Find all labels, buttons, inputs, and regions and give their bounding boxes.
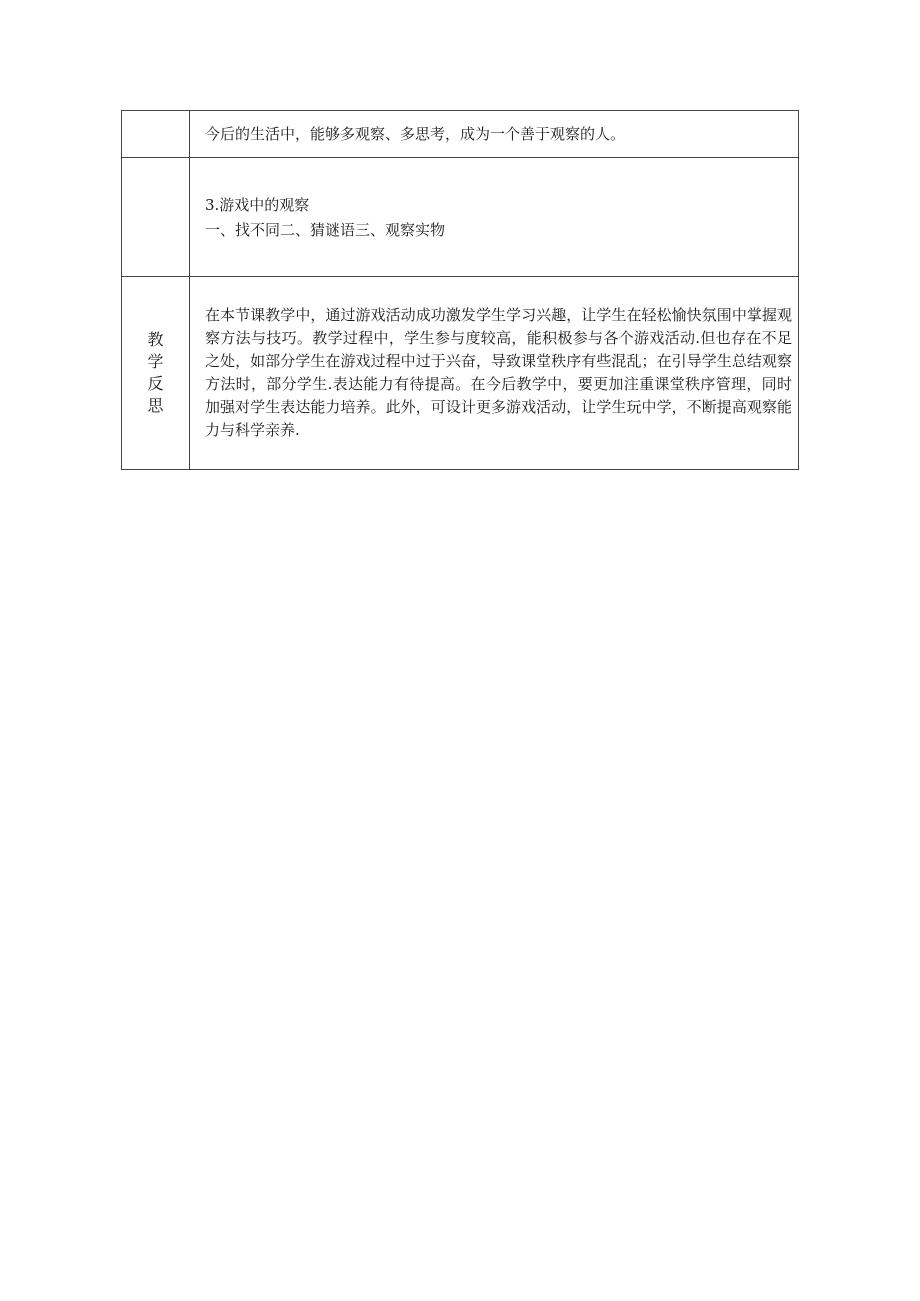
board-items: 一、找不同二、猜谜语三、观察实物: [205, 220, 446, 239]
row-label-cell: [122, 158, 190, 277]
row-content-cell: [190, 158, 799, 277]
table-row-summary: [122, 111, 799, 158]
reflection-paragraph: 在本节课教学中，通过游戏活动成功激发学生学习兴趣，让学生在轻松愉快氛围中掌握观察方法与技巧。教学过程中，学生参与度较高，能积极参与各个游戏活动.但也存在不足之处，如部分学生在游戏过程中过于兴奋，导致课堂秩序有些混乱；在引导学生总结观察方法时，部分学生.表达能力有待提高。在今后教学中，要更加注重课堂秩序管理，同时加强对学生表达能力培养。此外，可设计更多游戏活动，让学生玩中学，不断提高观察能力与科学亲养.: [205, 306, 792, 439]
summary-text: 今后的生活中，能够多观察、多思考，成为一个善于观察的人。: [205, 125, 626, 143]
reflection-label-cell: [122, 277, 190, 470]
table-row-reflection: [122, 277, 799, 470]
board-title: 3.游戏中的观察: [205, 195, 310, 214]
table-row-board-design: [122, 158, 799, 277]
reflection-content-cell: [190, 277, 799, 470]
lesson-plan-table: [121, 110, 799, 470]
row-content-cell: [190, 111, 799, 158]
reflection-label: 教学反思: [147, 330, 164, 415]
row-label-cell: [122, 111, 190, 158]
